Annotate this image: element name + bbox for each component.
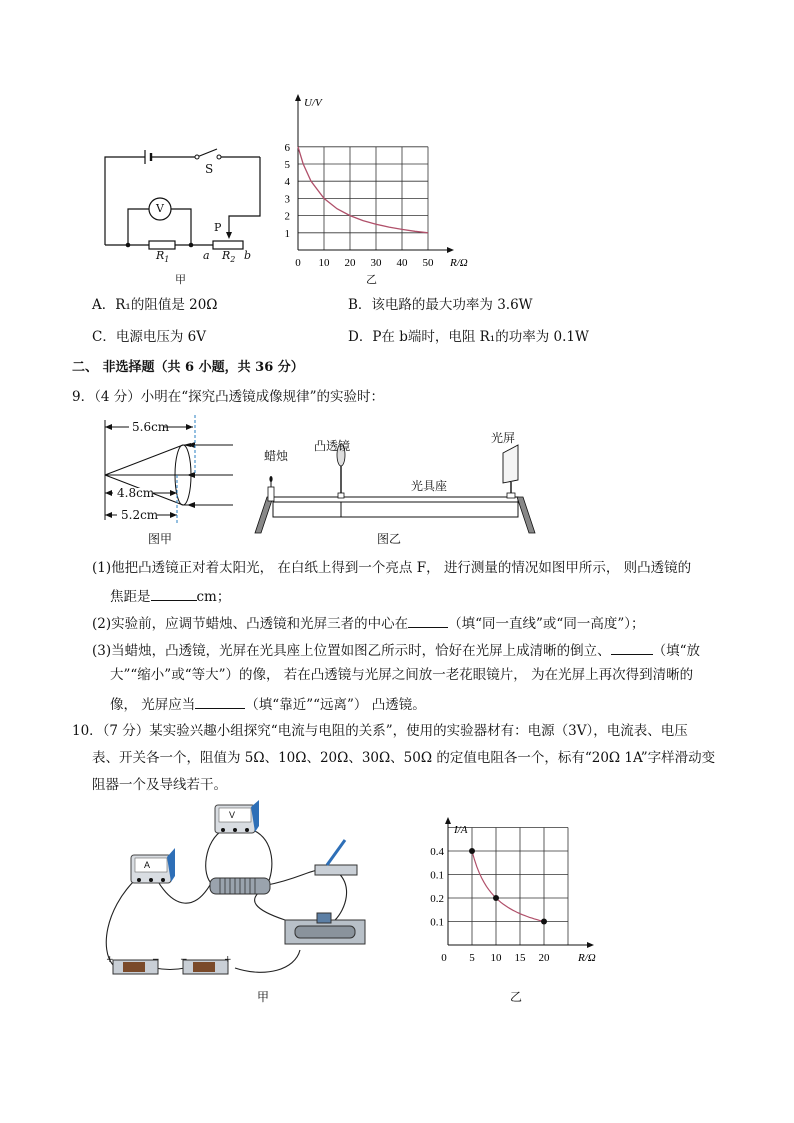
q9-dim-48: 4.8cm (117, 486, 155, 500)
q9-blank-screen-move[interactable] (195, 696, 245, 709)
data-point (469, 848, 475, 854)
voltmeter-label: V (156, 202, 164, 215)
q9-blank-focal[interactable] (151, 588, 197, 601)
y-tick-label: 0.4 (430, 846, 444, 858)
q10-ammeter-label: A (144, 860, 151, 870)
r1-label: $R_1$ (156, 249, 170, 265)
y-axis-arrow (445, 817, 451, 824)
y-tick-label: 0.2 (430, 893, 444, 905)
q10-line1: 10．（7 分）某实验兴趣小组探究“电流与电阻的关系”，使用的实验器材有：电源（3V），电流表、电压 (72, 723, 688, 739)
x-tick-label: 0 (295, 257, 301, 269)
x-tick-label: 10 (318, 257, 330, 269)
x-axis-arrow (587, 942, 594, 948)
q8-option-a: A．R₁的阻值是 20Ω (92, 297, 218, 313)
q10-battery-plus-1: + (106, 955, 114, 965)
y-tick-label: 5 (284, 159, 290, 171)
slider-label: P (214, 221, 222, 234)
q8-option-c: C．电源电压为 6V (92, 329, 206, 345)
y-tick-label: 3 (284, 193, 290, 206)
y-tick-label: 4 (284, 176, 290, 189)
q9-part2: (2)实验前，应调节蜡烛、凸透镜和光屏三者的中心在 （填“同一直线”或“同一高度”）； (92, 616, 645, 632)
q10-battery-plus-2: + (224, 955, 232, 965)
data-point (493, 895, 499, 901)
q9-stem: 9．（4 分）小明在“探究凸透镜成像规律”的实验时： (72, 389, 385, 405)
x-tick-label: 40 (396, 257, 408, 269)
q10-fig-jia-caption: 甲 (257, 990, 270, 1004)
x-tick-label: 5 (469, 952, 475, 964)
x-tick-label: 50 (422, 257, 434, 269)
i-r-curve (472, 851, 544, 922)
q10-ir-chart (418, 815, 618, 980)
y-axis-arrow (295, 94, 301, 101)
y-tick-label: 6 (284, 141, 290, 154)
q8-option-d: D．P在 b端时，电阻 R₁的功率为 0.1W (348, 329, 589, 345)
x-tick-label: 30 (370, 257, 382, 269)
q9-fig-jia-caption: 图甲 (148, 532, 173, 546)
q10-voltmeter-label: V (229, 810, 236, 820)
q8-circuit-diagram (95, 140, 275, 285)
switch-label: S (205, 162, 214, 176)
q9-bench-label: 光具座 (411, 479, 448, 493)
x-tick-label: 20 (538, 952, 550, 964)
q9-blank-center[interactable] (408, 615, 448, 628)
q9-lens-focal-diagram (95, 415, 245, 525)
x-tick-label: 20 (344, 257, 356, 269)
q10-line3: 阻器一个及导线若干。 (92, 777, 227, 793)
q10-physical-circuit (95, 800, 395, 985)
q8-fig-jia-caption: 甲 (175, 273, 186, 286)
q9-part3-line2: 大”“缩小”或“等大”）的像， 若在凸透镜与光屏之间放一老花眼镜片， 为在光屏上再次得到清晰的 (110, 667, 694, 683)
q10-line2: 表、开关各一个，阻值为 5Ω、10Ω、20Ω、30Ω、50Ω 的定值电阻各一个，标有“20Ω 1A”字样滑动变 (92, 750, 716, 766)
y-tick-label: 1 (284, 227, 290, 240)
end-a-label: a (203, 249, 210, 262)
x-tick-label: 10 (490, 952, 502, 964)
y-axis-label: I/A (454, 824, 468, 836)
end-b-label: b (244, 249, 252, 262)
q9-candle-label: 蜡烛 (264, 449, 289, 463)
q8-uv-chart (280, 90, 480, 280)
y-tick-label: 0.1 (430, 869, 444, 882)
x-tick-label: 0 (441, 952, 447, 964)
q9-fig-yi-caption: 图乙 (377, 532, 402, 546)
r2-label: $R_2$ (222, 249, 236, 265)
data-point (541, 919, 547, 925)
q9-dim-56: 5.6cm (132, 420, 170, 434)
q9-screen-label: 光屏 (491, 431, 516, 445)
y-tick-label: 0.1 (430, 916, 444, 929)
x-axis-arrow (447, 247, 454, 253)
y-axis-label: U/V (304, 97, 322, 109)
q10-battery-minus-1: − (152, 955, 160, 965)
q9-part1-line1: (1)他把凸透镜正对着太阳光， 在白纸上得到一个亮点 F， 进行测量的情况如图甲所示， 则凸透镜的 (92, 560, 692, 576)
x-axis-label: R/Ω (450, 257, 468, 269)
q8-option-b: B．该电路的最大功率为 3.6W (348, 297, 533, 313)
q9-part1-line2: 焦距是 cm； (110, 589, 231, 605)
q10-battery-minus-2: − (180, 955, 188, 965)
q8-fig-yi-caption: 乙 (366, 273, 377, 286)
x-axis-label: R/Ω (578, 952, 596, 964)
q9-blank-image-size[interactable] (611, 642, 653, 655)
q9-dim-52: 5.2cm (121, 508, 159, 522)
y-tick-label: 2 (284, 210, 290, 223)
q9-lens-label: 凸透镜 (314, 439, 351, 453)
x-tick-label: 15 (514, 952, 526, 964)
q9-part3-line1: (3)当蜡烛，凸透镜，光屏在光具座上位置如图乙所示时，恰好在光屏上成清晰的倒立、 （填“放 (92, 643, 701, 659)
q9-part3-line3: 像， 光屏应当 （填“靠近”“远离”） 凸透镜。 (110, 697, 426, 713)
section-title: 二、 非选择题（共 6 小题，共 36 分） (72, 360, 304, 375)
q10-fig-yi-caption: 乙 (510, 990, 523, 1004)
u-r-curve (298, 147, 428, 233)
